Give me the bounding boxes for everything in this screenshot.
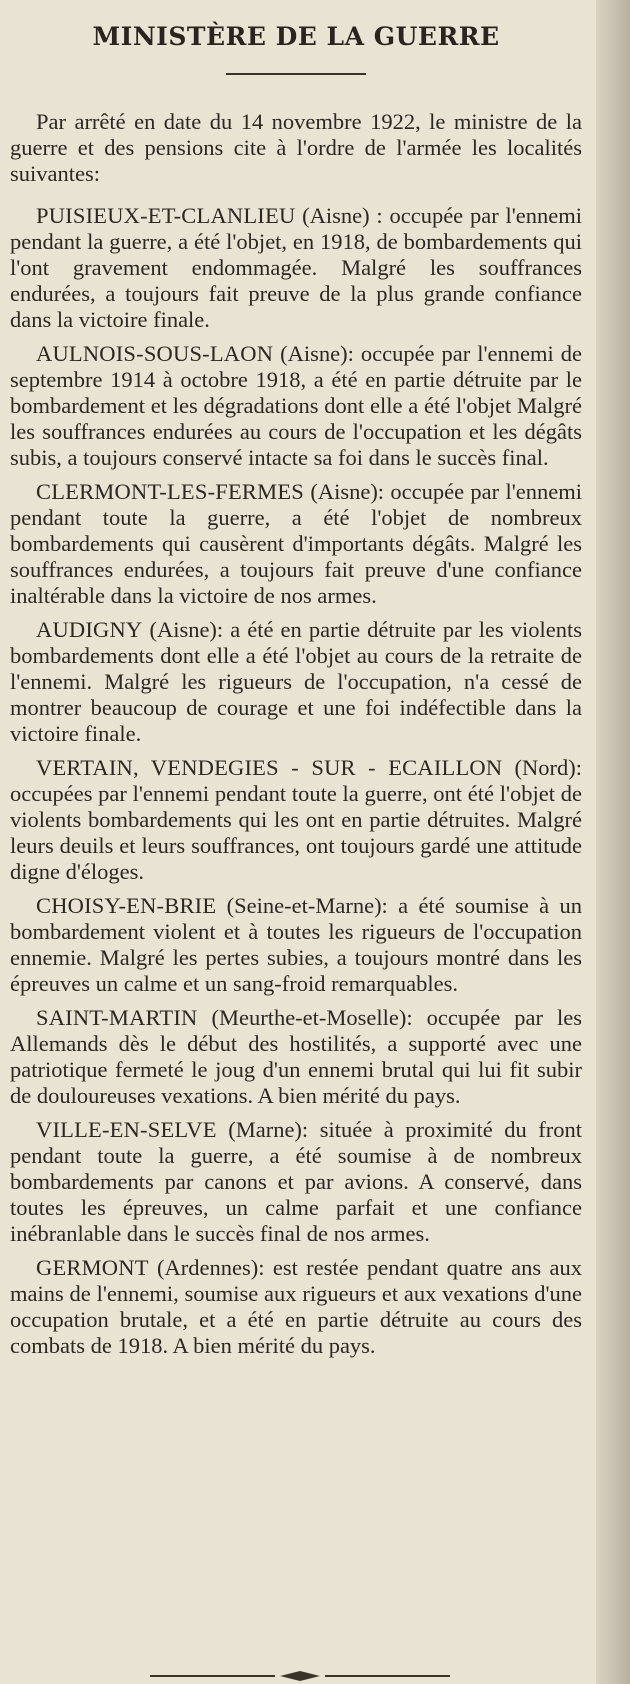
citation-text: (Aisne) : occupée par l'ennemi pendant la guerre, a été l'objet, en 1918, de bombardements qui l'ont gravement endommagée. Malgré les souffrances endurées, a toujours fait preuve de la plus grande confiance dans la victoire finale. <box>10 203 582 332</box>
citation-text: (Marne): située à proximité du front pendant toute la guerre, a été soumise à de nombreux bombardements par canons et par avions. A conservé, dans toutes les épreuves, un calme parfait et une confiance inébranlable dans le succès final de nos armes. <box>10 1117 582 1246</box>
citation-entry <box>10 203 582 333</box>
locality-name: AULNOIS-SOUS-LAON <box>36 341 274 366</box>
citation-text: (Nord): occupées par l'ennemi pendant toute la guerre, ont été l'objet de violents bombardements qui les ont en partie détruites. Malgré leurs deuils et leurs souffrances, ont toujours gardé une attitude digne d'éloges. <box>10 755 582 884</box>
citation-text: (Ardennes): est restée pendant quatre ans aux mains de l'ennemi, soumise aux rigueurs et aux vexations d'une occupation brutale, et a été en partie détruite au cours des combats de 1918. A bien mérité du pays. <box>10 1255 582 1358</box>
citation-text: (Seine-et-Marne): a été soumise à un bombardement violent et à toutes les rigueurs de l'occupation ennemie. Malgré les pertes subies, a toujours montré dans les épreuves un calme et un sang-froid remarquables. <box>10 893 582 996</box>
bottom-ornament <box>150 1671 450 1681</box>
citation-entry <box>10 755 582 885</box>
citation-text: (Meurthe-et-Moselle): occupée par les Allemands dès le début des hostilités, a supporté avec une patriotique fermeté le joug d'un ennemi brutal qui lui fit subir de douloureuses vexations. A bien mérité du pays. <box>10 1005 582 1108</box>
intro-paragraph: Par arrêté en date du 14 novembre 1922, le ministre de la guerre et des pensions cite à l'ordre de l'armée les localités suivantes: <box>10 109 582 186</box>
citation-text: (Aisne): a été en partie détruite par les violents bombardements dont elle a été l'objet au cours de la retraite de l'ennemi. Malgré les rigueurs de l'occupation, n'a cessé de montrer beaucoup de courage et une foi indéfectible dans la victoire finale. <box>10 617 582 746</box>
locality-name: CHOISY-EN-BRIE <box>36 893 217 918</box>
article-title: MINISTÈRE DE LA GUERRE <box>92 22 500 51</box>
locality-name: VERTAIN, VENDEGIES - SUR - ECAILLON <box>36 755 503 780</box>
locality-name: PUISIEUX-ET-CLANLIEU <box>36 203 296 228</box>
citation-entry <box>10 617 582 747</box>
citation-entry <box>10 893 582 997</box>
locality-name: VILLE-EN-SELVE <box>36 1117 217 1142</box>
locality-name: AUDIGNY <box>36 617 143 642</box>
locality-name: SAINT-MARTIN <box>36 1005 198 1030</box>
title-divider <box>226 73 366 75</box>
citation-entry <box>10 479 582 609</box>
locality-name: CLERMONT-LES-FERMES <box>36 479 304 504</box>
locality-name: GERMONT <box>36 1255 149 1280</box>
citation-entry <box>10 1117 582 1247</box>
citation-entry <box>10 341 582 471</box>
citation-entry <box>10 1005 582 1109</box>
citation-text: (Aisne): occupée par l'ennemi de septembre 1914 à octobre 1918, a été en partie détruite par le bombardement et les dégradations dont elle a été l'objet Malgré les souffrances endurées au cours de l'occupation et les dégâts subis, a toujours conservé intacte sa foi dans le succès final. <box>10 341 582 470</box>
citation-entry <box>10 1255 582 1359</box>
citation-text: (Aisne): occupée par l'ennemi pendant toute la guerre, a été l'objet de nombreux bombardements qui causèrent d'importants dégâts. Malgré les souffrances endurées, a toujours fait preuve d'une confiance inaltérable dans la victoire de nos armes. <box>10 479 582 608</box>
paper-edge <box>596 0 630 1684</box>
